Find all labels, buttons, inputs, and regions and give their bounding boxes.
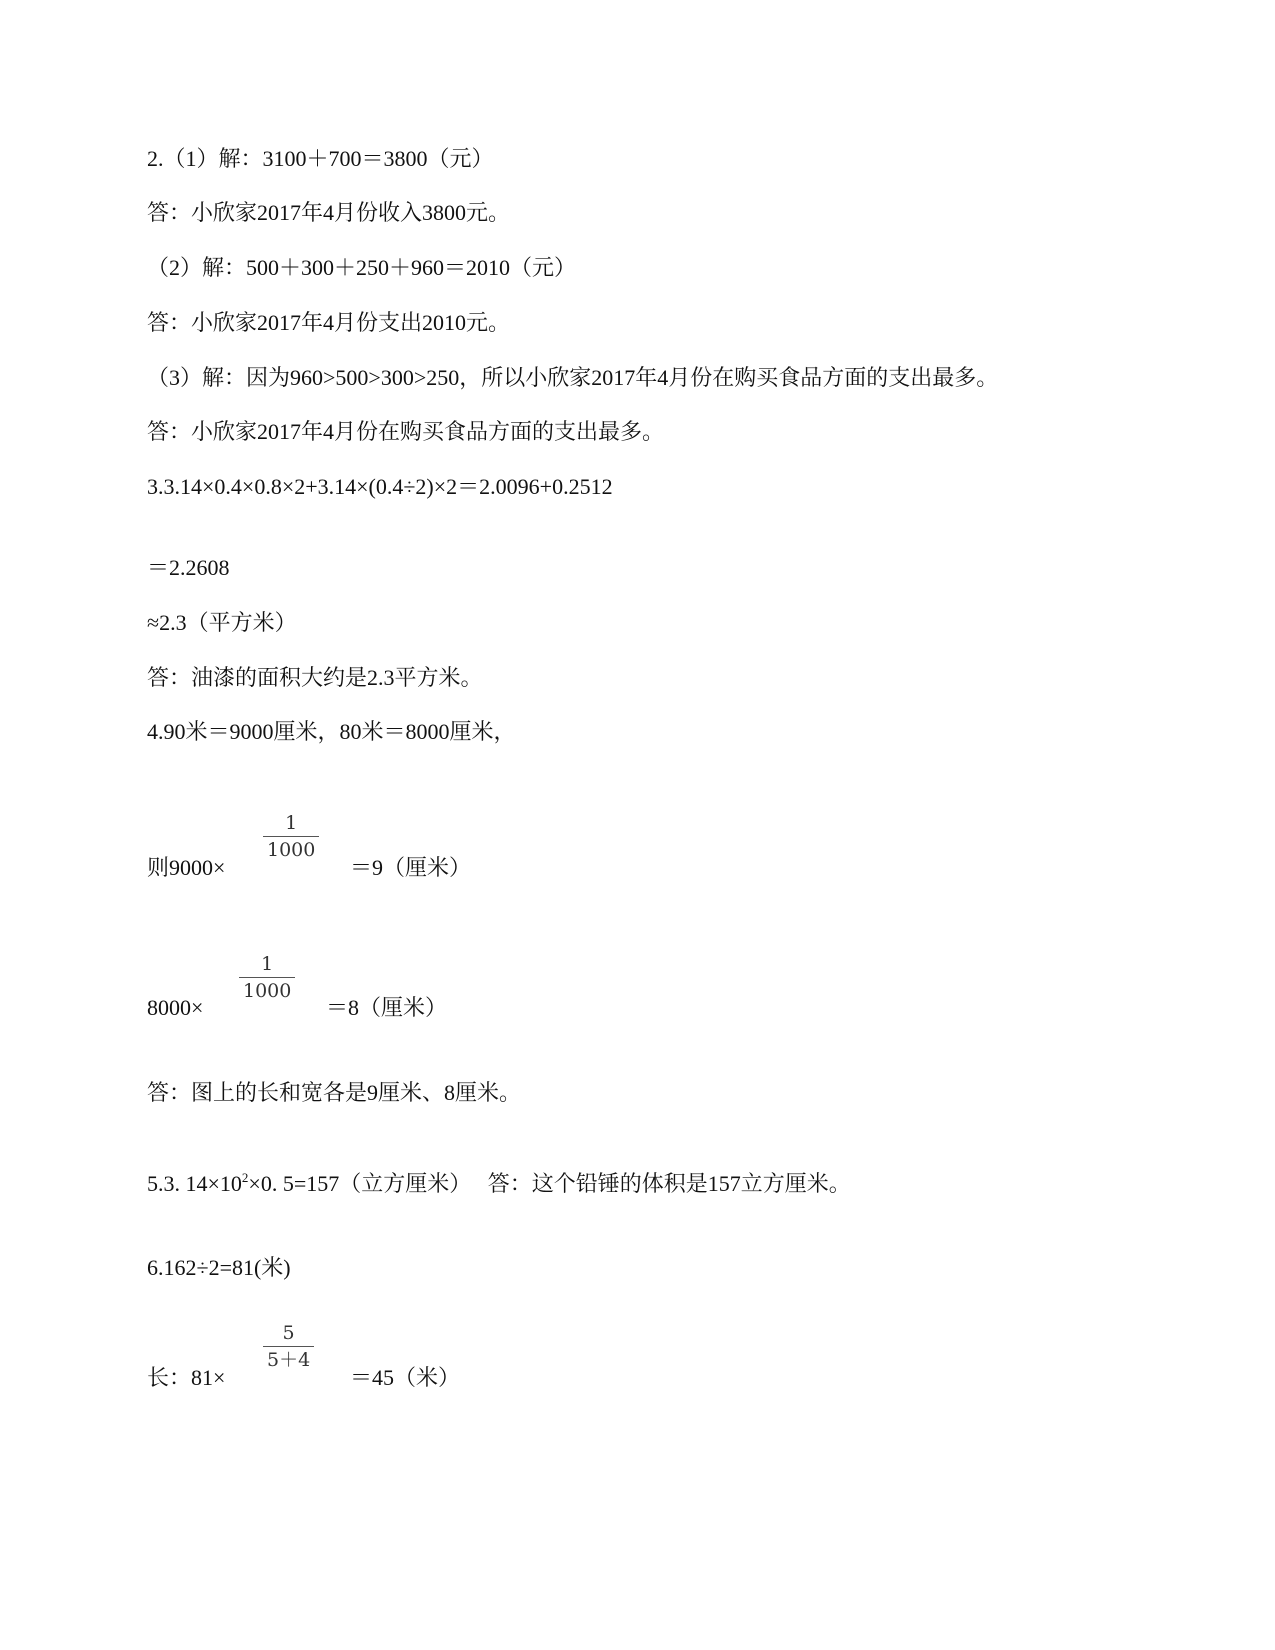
fraction-numerator: 1 xyxy=(263,812,319,837)
answer-6-length-result: ＝45（米） xyxy=(350,1365,461,1390)
answer-4-conversion: 4.90米＝9000厘米，80米＝8000厘米， xyxy=(147,719,516,744)
answer-2-part-3-solution: （3）解：因为960>500>300>250，所以小欣家2017年4月份在购买食品方面的支出最多。 xyxy=(147,365,999,390)
answer-3-approximation: ≈2.3（平方米） xyxy=(147,610,297,635)
fraction-denominator: 1000 xyxy=(243,980,292,1002)
answer-2-part-2-solution: （2）解：500＋300＋250＋960＝2010（元） xyxy=(147,255,577,280)
fraction-numerator: 5 xyxy=(263,1322,314,1347)
answer-2-part-3-answer: 答：小欣家2017年4月份在购买食品方面的支出最多。 xyxy=(147,419,665,444)
answer-4-width-result: ＝8（厘米） xyxy=(326,995,448,1020)
answer-4-width-prefix: 8000× xyxy=(147,995,204,1020)
answer-3-result: ＝2.2608 xyxy=(147,555,230,580)
fraction-denominator: 5＋4 xyxy=(267,1349,311,1371)
answer-4-answer: 答：图上的长和宽各是9厘米、8厘米。 xyxy=(147,1080,522,1105)
fraction-denominator: 1000 xyxy=(267,839,316,861)
answer-2-part-1-solution: 2.（1）解：3100＋700＝3800（元） xyxy=(147,146,494,171)
answer-5-equation-end: ×0. 5=157（立方厘米） 答：这个铅锤的体积是157立方厘米。 xyxy=(248,1171,851,1196)
answer-5-exponent: 2 xyxy=(241,1170,249,1185)
answer-4-length-result: ＝9（厘米） xyxy=(350,855,472,880)
fraction-scale-2 xyxy=(239,953,295,1002)
answer-2-part-2-answer: 答：小欣家2017年4月份支出2010元。 xyxy=(147,310,511,335)
answer-5-equation-start: 5.3. 14×10 xyxy=(147,1171,242,1196)
answer-6-half-perimeter: 6.162÷2=81(米) xyxy=(147,1255,291,1280)
answer-3-equation: 3.3.14×0.4×0.8×2+3.14×(0.4÷2)×2＝2.0096+0.2512 xyxy=(147,474,613,499)
answer-2-part-1-answer: 答：小欣家2017年4月份收入3800元。 xyxy=(147,200,511,225)
answer-4-length-prefix: 则9000× xyxy=(147,855,226,880)
fraction-scale-1 xyxy=(263,812,319,861)
answer-5-line xyxy=(147,1170,851,1198)
answer-6-length-prefix: 长：81× xyxy=(147,1365,226,1390)
fraction-ratio xyxy=(263,1322,314,1371)
answer-3-answer: 答：油漆的面积大约是2.3平方米。 xyxy=(147,665,483,690)
fraction-numerator: 1 xyxy=(239,953,295,978)
